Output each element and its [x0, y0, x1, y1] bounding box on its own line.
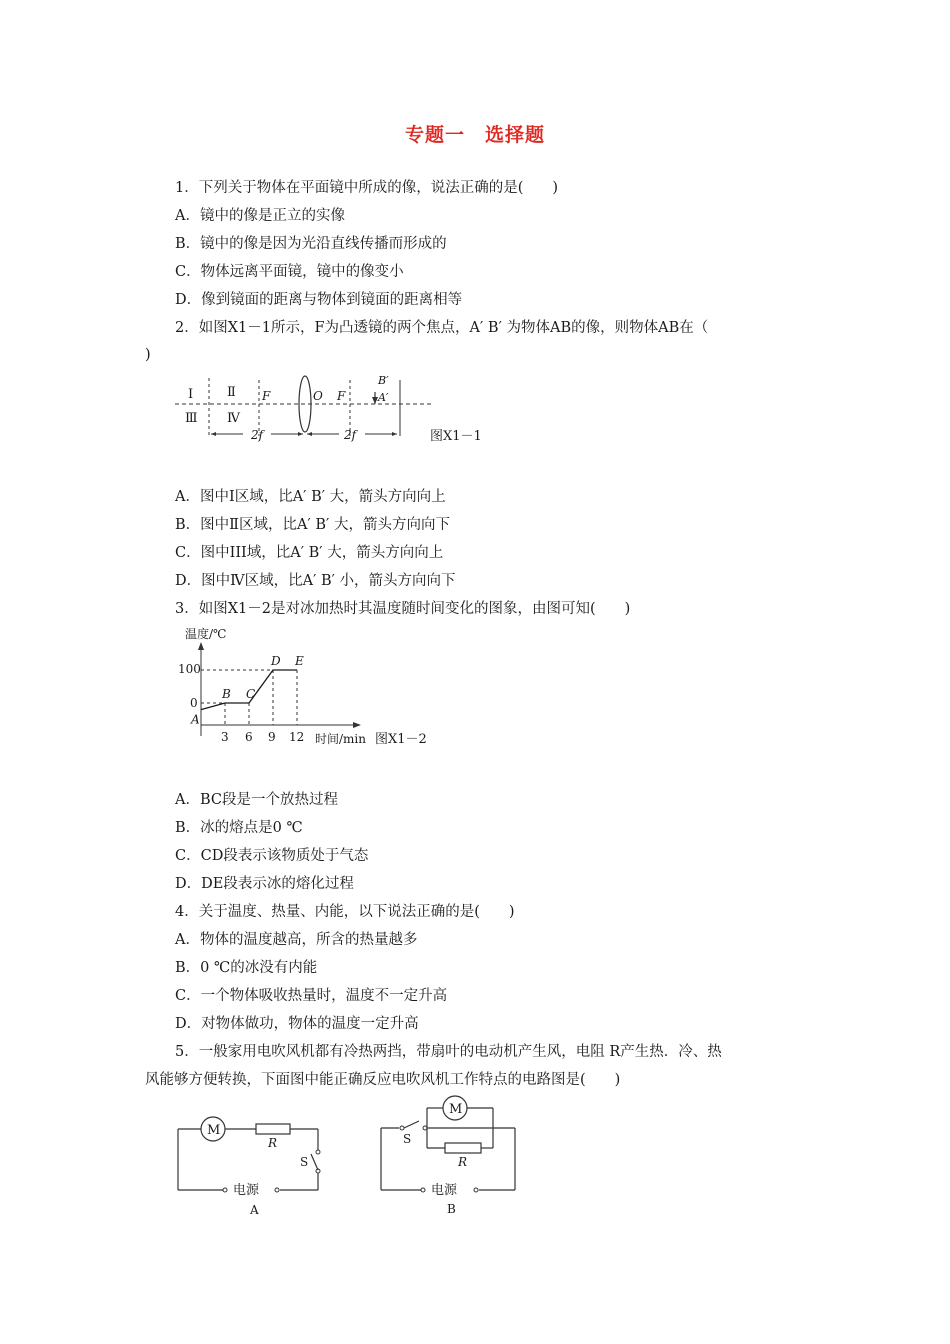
q3-option-a: A．BC段是一个放热过程: [175, 792, 338, 808]
switch-label: S: [300, 1155, 309, 1169]
chart-ylabel: 温度/℃: [185, 627, 227, 641]
q3-option-c: C．CD段表示该物质处于气态: [175, 848, 369, 864]
motor-label: M: [449, 1102, 463, 1117]
q4-option-b: B．0 ℃的冰没有内能: [175, 960, 318, 976]
q4-option-c: C．一个物体吸收热量时，温度不一定升高: [175, 988, 448, 1004]
ytick-100: 100: [178, 662, 201, 676]
q5-stem: 5．一般家用电吹风机都有冷热两挡，带扇叶的电动机产生风，电阻 R产生热．冷、热: [175, 1044, 722, 1060]
circuit-a: [170, 1110, 340, 1220]
center-label: O: [313, 389, 323, 403]
q2-stem: 2．如图X1－1所示，F为凸透镜的两个焦点，A′ B′ 为物体AB的像，则物体AB在（: [175, 320, 709, 336]
switch-contact: [316, 1150, 320, 1154]
q3-option-d: D．DE段表示冰的熔化过程: [175, 876, 354, 892]
region-3-label: Ⅲ: [185, 411, 198, 426]
source-label: 电源: [233, 1183, 260, 1198]
dist-right-label: 2f: [344, 428, 357, 442]
q4-stem: 4．关于温度、热量、内能，以下说法正确的是( ): [175, 904, 515, 920]
page-title: 专题一 选择题: [404, 124, 545, 146]
figure-caption-x1-2: 图X1－2: [375, 732, 427, 747]
q2-option-a: A．图中Ⅰ区域，比A′ B′ 大，箭头方向向上: [175, 489, 446, 505]
point-label-B: B: [222, 687, 231, 701]
point-label-C: C: [246, 687, 256, 701]
focus-right-label: F: [337, 389, 346, 403]
circuit-b: [375, 1092, 535, 1220]
q2-option-d: D．图中Ⅳ区域，比A′ B′ 小，箭头方向向下: [175, 573, 456, 589]
resistor-label: R: [458, 1155, 468, 1169]
q2-option-b: B．图中Ⅱ区域，比A′ B′ 大，箭头方向向下: [175, 517, 450, 533]
temperature-time-chart: [175, 622, 455, 750]
q4-option-a: A．物体的温度越高，所含的热量越多: [175, 932, 418, 948]
q1-option-b: B．镜中的像是因为光沿直线传播而形成的: [175, 236, 447, 252]
figure-caption-x1-1: 图X1－1: [430, 429, 482, 444]
image-top-label: B′: [378, 374, 389, 387]
region-4-label: Ⅳ: [227, 411, 240, 426]
circuit-a-label: A: [250, 1203, 259, 1217]
xtick-9: 9: [268, 730, 276, 744]
resistor-symbol: [256, 1124, 290, 1134]
focus-left-label: F: [262, 389, 271, 403]
dist-left-label: 2f: [251, 428, 264, 442]
q2-option-c: C．图中III域，比A′ B′ 大，箭头方向向上: [175, 545, 444, 561]
point-label-A: A: [191, 712, 200, 727]
q1-option-c: C．物体远离平面镜，镜中的像变小: [175, 264, 404, 280]
q3-option-b: B．冰的熔点是0 ℃: [175, 820, 303, 836]
x-axis-arrow: [353, 722, 361, 728]
switch-blade: [311, 1154, 318, 1170]
image-bottom-label: A′: [378, 391, 389, 404]
region-1-label: Ⅰ: [188, 387, 194, 402]
motor-label: M: [207, 1123, 221, 1138]
q1-option-a: A．镜中的像是正立的实像: [175, 208, 345, 224]
q3-stem: 3．如图X1－2是对冰加热时其温度随时间变化的图象，由图可知( ): [175, 601, 631, 617]
circuit-b-label: B: [447, 1202, 456, 1216]
point-label-D: D: [271, 654, 281, 668]
switch-blade: [404, 1121, 419, 1128]
lens-figure: [175, 370, 505, 450]
switch-label: S: [403, 1132, 412, 1146]
ytick-0: 0: [190, 696, 198, 710]
xtick-6: 6: [245, 730, 253, 744]
resistor-symbol: [445, 1143, 481, 1153]
q1-stem: 1．下列关于物体在平面镜中所成的像，说法正确的是( ): [175, 180, 559, 196]
y-axis-arrow: [198, 642, 204, 650]
xtick-12: 12: [289, 730, 305, 744]
point-label-E: E: [295, 654, 304, 668]
region-2-label: Ⅱ: [227, 385, 236, 400]
q1-option-d: D．像到镜面的距离与物体到镜面的距离相等: [175, 292, 463, 308]
source-label: 电源: [431, 1183, 458, 1198]
resistor-label: R: [268, 1136, 278, 1150]
chart-xlabel: 时间/min: [315, 732, 366, 746]
q5-stem-continued: 风能够方便转换，下面图中能正确反应电吹风机工作特点的电路图是( ): [145, 1072, 621, 1088]
xtick-3: 3: [221, 730, 229, 744]
q4-option-d: D．对物体做功，物体的温度一定升高: [175, 1016, 419, 1032]
q2-stem-continued: ): [145, 347, 151, 363]
